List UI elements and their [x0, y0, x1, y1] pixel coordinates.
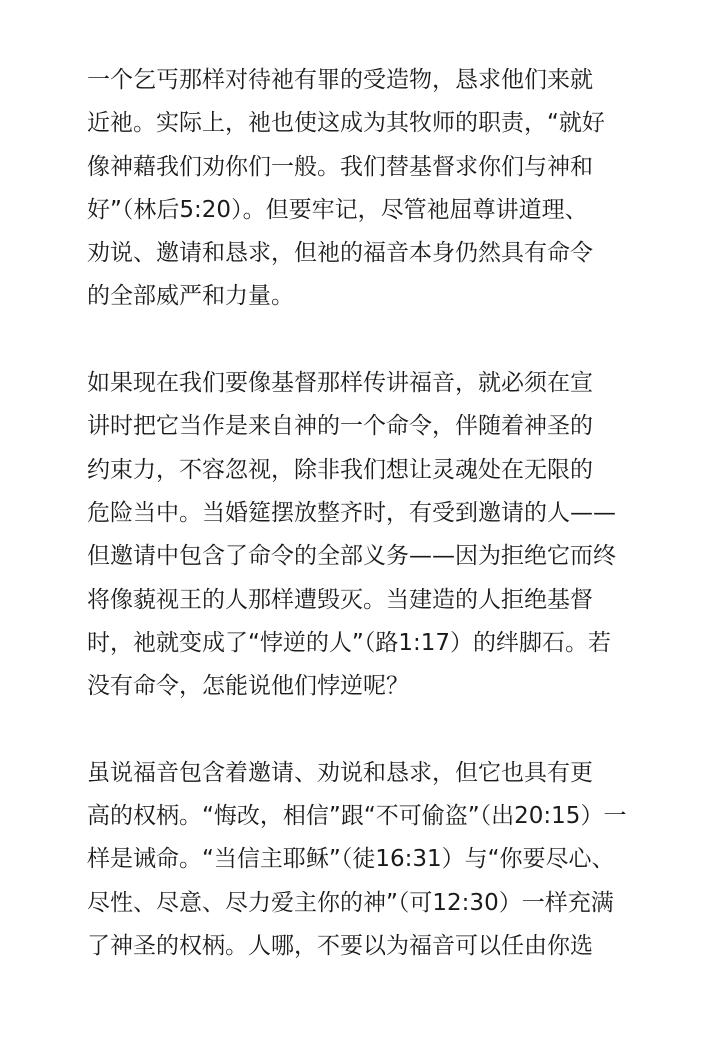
paragraph-gap — [87, 319, 660, 362]
text-line: 像神藉我们劝你们一般。我们替基督求你们与神和 — [87, 153, 593, 180]
paragraph-3 — [87, 752, 660, 968]
text-line: 近祂。实际上，祂也使这成为其牧师的职责，“就好 — [87, 110, 605, 137]
text-line: 如果现在我们要像基督那样传讲福音，就必须在宣 — [87, 370, 593, 397]
text-line: 虽说福音包含着邀请、劝说和恳求，但它也具有更 — [87, 759, 593, 786]
text-line: 危险当中。当婚筵摆放整齐时，有受到邀请的人—— — [87, 499, 616, 526]
text-line: 一个乞丐那样对待祂有罪的受造物，恳求他们来就 — [87, 67, 593, 93]
text-line: 高的权柄。“悔改，相信”跟“不可偷盗”（出20:15）一 — [87, 803, 627, 830]
text-line: 的全部威严和力量。 — [87, 283, 294, 310]
text-line: 好”（林后5:20）。但要牢记，尽管祂屈尊讲道理、 — [87, 196, 588, 223]
paragraph-2 — [87, 362, 660, 708]
text-line: 尽性、尽意、尽力爱主你的神”（可12:30）一样充满 — [87, 889, 614, 916]
text-line: 但邀请中包含了命令的全部义务——因为拒绝它而终 — [87, 543, 616, 570]
text-line: 没有命令，怎能说他们悖逆呢？ — [87, 673, 409, 700]
text-line: 劝说、邀请和恳求，但祂的福音本身仍然具有命令 — [87, 240, 593, 267]
paragraph-1 — [87, 59, 660, 319]
text-line: 了神圣的权柄。人哪，不要以为福音可以任由你选 — [87, 932, 593, 959]
text-line: 将像藐视王的人那样遭毁灭。当建造的人拒绝基督 — [87, 586, 593, 613]
text-line: 样是诫命。“当信主耶稣”（徒16:31）与“你要尽心、 — [87, 846, 615, 873]
paragraph-gap — [87, 708, 660, 751]
text-line: 讲时把它当作是来自神的一个命令，伴随着神圣的 — [87, 413, 593, 440]
text-line: 约束力，不容忽视，除非我们想让灵魂处在无限的 — [87, 456, 593, 483]
text-line: 时，祂就变成了“悖逆的人”（路1:17）的绊脚石。若 — [87, 629, 611, 656]
